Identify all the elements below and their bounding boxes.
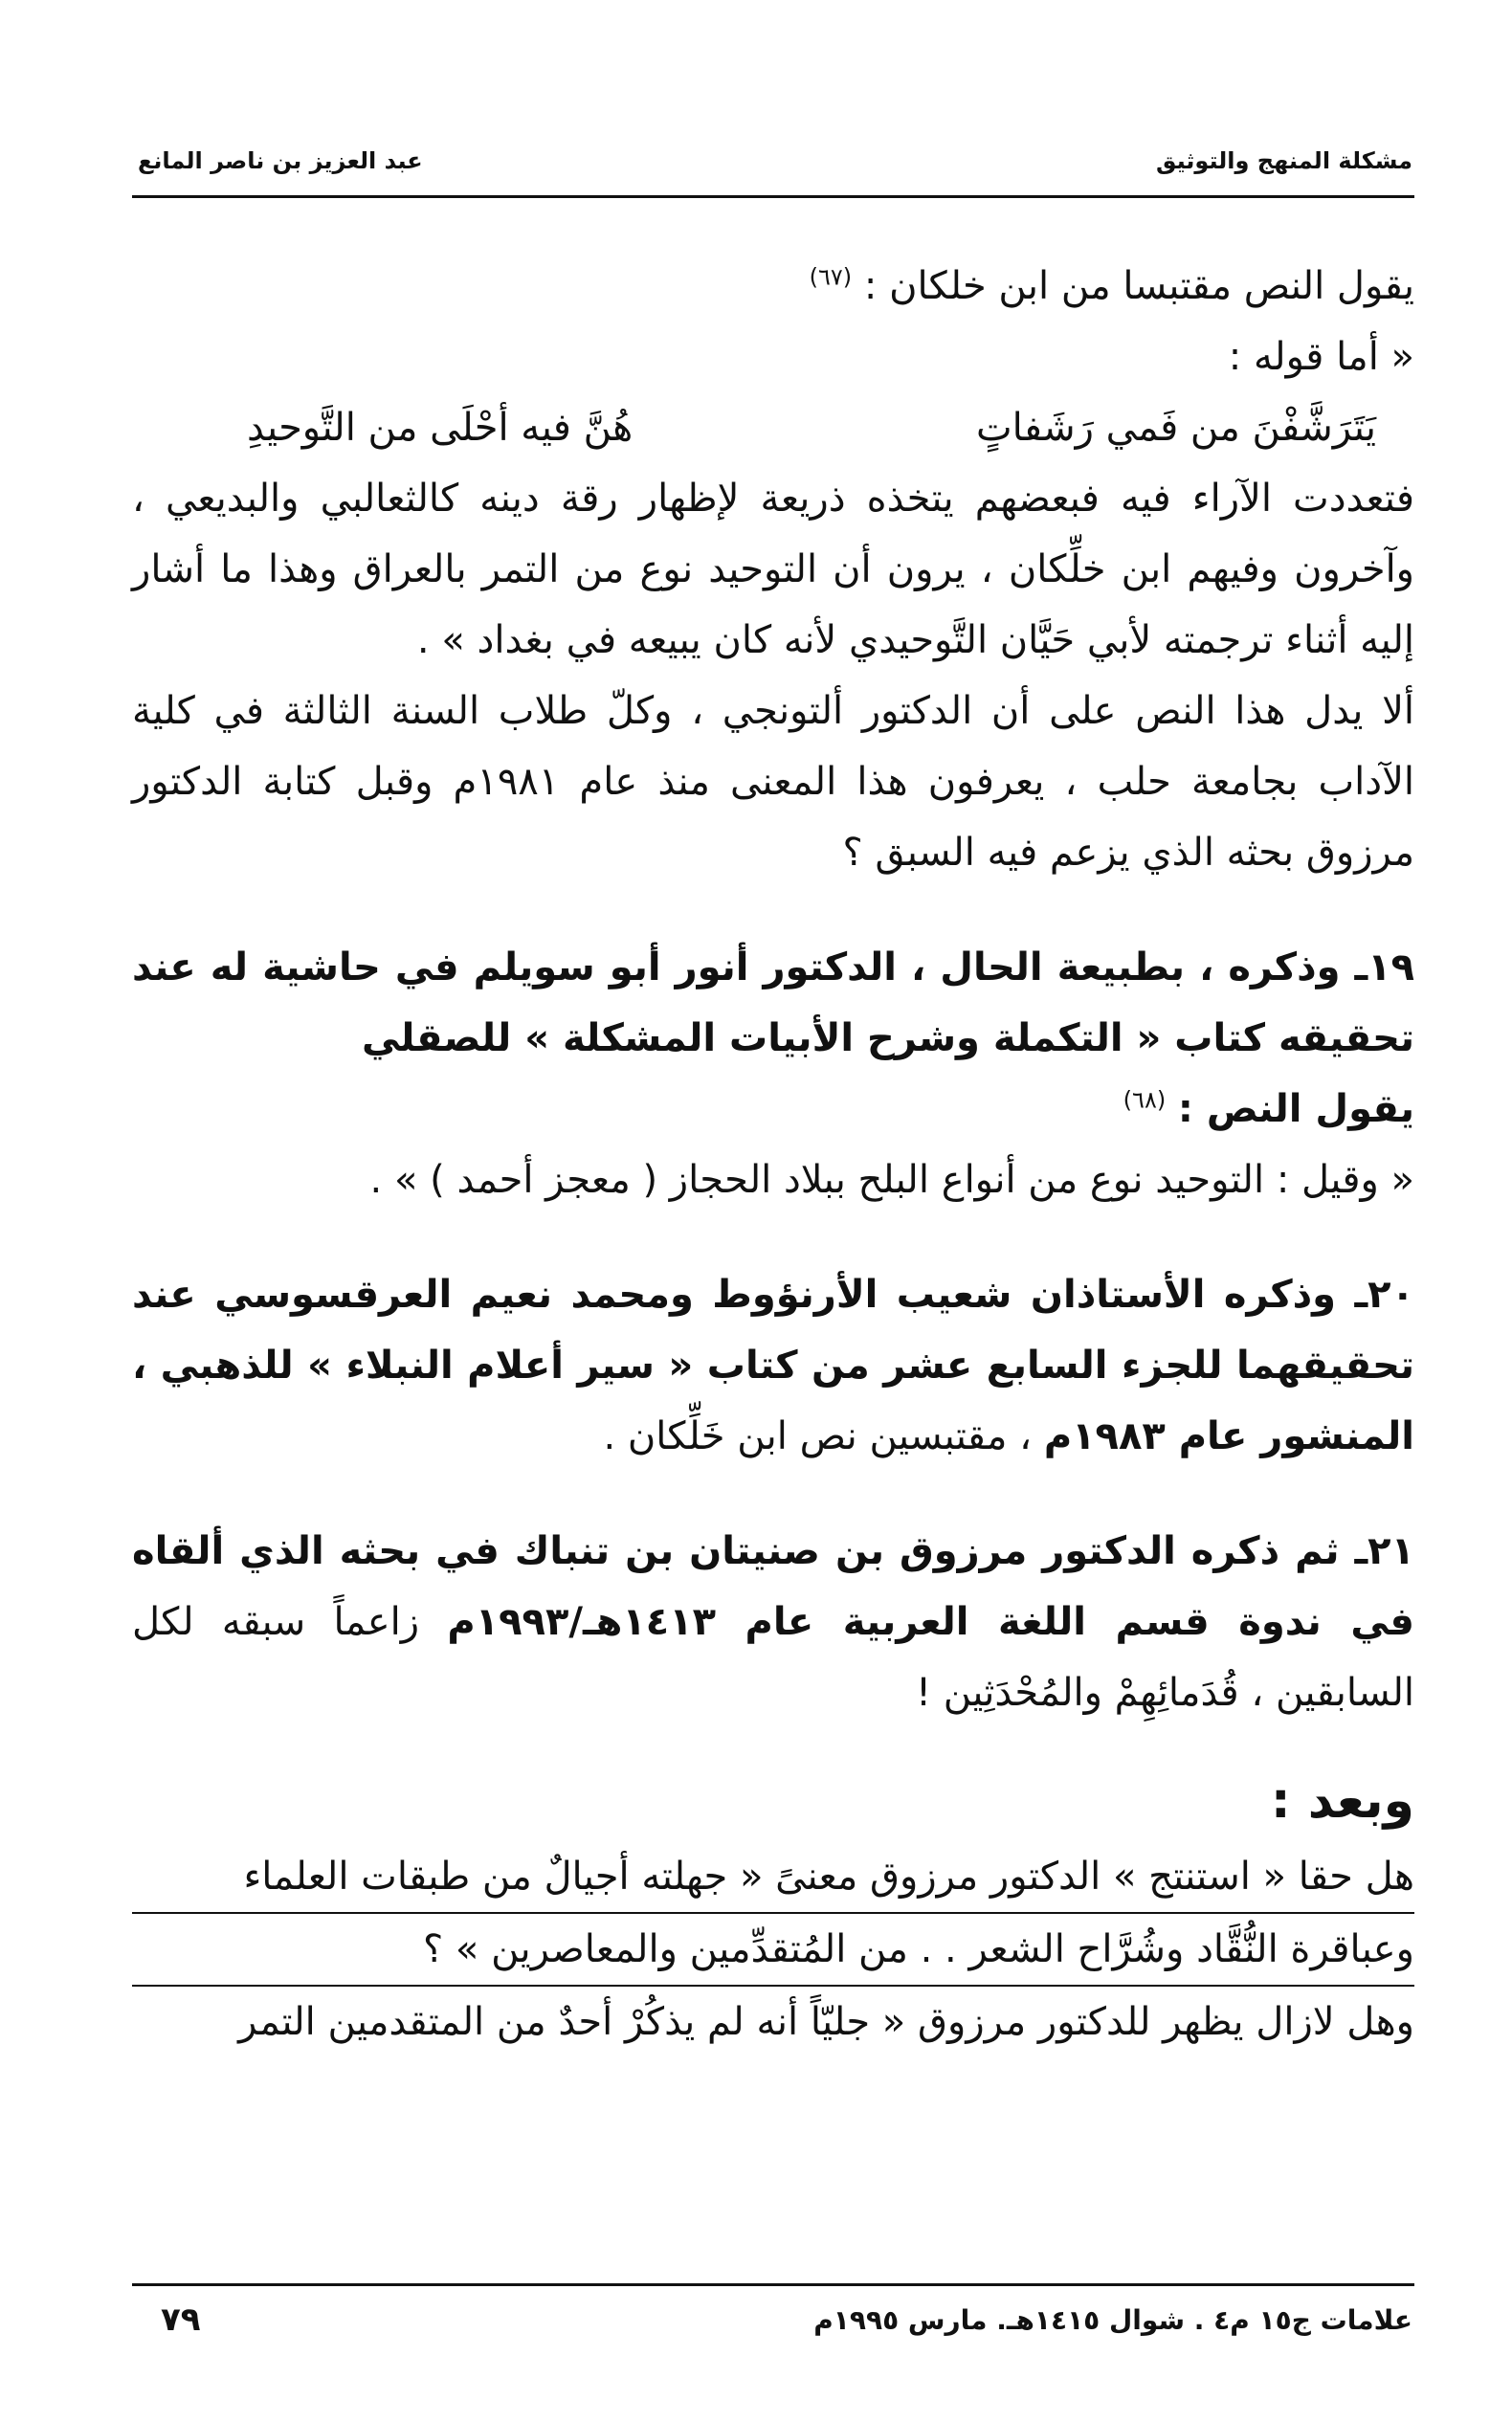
spacer	[132, 1215, 1414, 1259]
final-line-1: هل حقا « استنتج » الدكتور مرزوق معنىً « جهلته أجيالٌ من طبقات العلماء	[132, 1841, 1414, 1914]
spacer	[132, 888, 1414, 932]
poem-first-hemistich: يَتَرَشَّفْنَ من فَمي رَشَفاتٍ	[976, 406, 1376, 450]
quote-paragraph: فتعددت الآراء فيه فبعضهم يتخذه ذريعة لإظهار رقة دينه كالثعالبي والبديعي ، وآخرون وفيهم ابن خلِّكان ، يرون أن التوحيد نوع من التمر بالعراق وهذا ما أشار إليه أثناء ترجمته لأبي حَيَّان التَّوحيدي لأنه كان يبيعه في بغداد » .	[132, 477, 1414, 662]
footer-divider	[132, 2283, 1414, 2286]
final-line-3: وهل لازال يظهر للدكتور مرزوق « جليّاً أنه لم يذكُرْ أحدٌ من المتقدمين التمر	[238, 2000, 1414, 2044]
item-19-says: يقول النص :	[1177, 1087, 1414, 1131]
item-19-quote: « وقيل : التوحيد نوع من أنواع البلح ببلاد الحجاز ( معجز أحمد ) » .	[369, 1158, 1414, 1202]
header-title: مشكلة المنهج والتوثيق	[1155, 147, 1412, 174]
final-line-2: وعباقرة النُّقَّاد وشُرَّاح الشعر . . من المُتقدِّمين والمعاصرين » ؟	[132, 1914, 1414, 1987]
header-author: عبد العزيز بن ناصر المانع	[138, 147, 423, 174]
header-divider	[132, 195, 1414, 198]
section-heading: وبعد :	[1270, 1772, 1414, 1830]
document-page	[132, 0, 1414, 2423]
item-19: ١٩ـ وذكره ، بطبيعة الحال ، الدكتور أنور أبو سويلم في حاشية له عند تحقيقه كتاب « التكملة وشرح الأبيات المشكلة » للصقلي	[132, 945, 1414, 1060]
poem-verse	[132, 392, 1414, 463]
item-20-rest: ، مقتبسين نص ابن خَلِّكان .	[603, 1414, 1033, 1458]
running-footer	[132, 2301, 1414, 2348]
quote-opening: « أما قوله :	[1228, 335, 1414, 379]
spacer	[132, 1728, 1414, 1761]
page-body	[132, 251, 1414, 2057]
question-paragraph: ألا يدل هذا النص على أن الدكتور ألتونجي ، وكلّ طلاب السنة الثالثة في كلية الآداب بجامعة حلب ، يعرفون هذا المعنى منذ عام ١٩٨١م وقبل كتابة الدكتور مرزوق بحثه الذي يزعم فيه السبق ؟	[132, 689, 1414, 875]
poem-second-hemistich: هُنَّ فيه أحْلَى من التَّوحيدِ	[247, 406, 634, 450]
running-header	[132, 142, 1414, 188]
footnote-ref-68: (٦٨)	[1123, 1086, 1167, 1114]
item-21	[132, 1516, 1414, 1728]
intro-line	[132, 251, 1414, 322]
item-21-main: ٢١ـ ثم ذكره الدكتور مرزوق بن صنيتان بن تنباك في بحثه الذي ألقاه في ندوة قسم اللغة العربية عام ١٤١٣هـ/١٩٩٣م	[132, 1529, 1415, 1644]
item-21-rest: زاعماً سبقه لكل السابقين ، قُدَمائِهِمْ والمُحْدَثِين !	[132, 1600, 1414, 1715]
intro-text: يقول النص مقتبسا من ابن خلكان :	[863, 264, 1414, 308]
item-20	[132, 1259, 1414, 1472]
item-20-main: ٢٠ـ وذكره الأستاذان شعيب الأرنؤوط ومحمد نعيم العرقسوسي عند تحقيقهما للجزء السابع عشر من كتاب « سير أعلام النبلاء » للذهبي ، المنشور عام ١٩٨٣م	[132, 1273, 1414, 1458]
journal-citation: علامات ج١٥ م٤ . شوال ١٤١٥هـ. مارس ١٩٩٥م	[813, 2304, 1412, 2336]
spacer	[132, 1472, 1414, 1516]
item-19-says-line	[132, 1074, 1414, 1145]
footnote-ref-67: (٦٧)	[809, 263, 853, 291]
page-number: ٧٩	[161, 2301, 201, 2339]
